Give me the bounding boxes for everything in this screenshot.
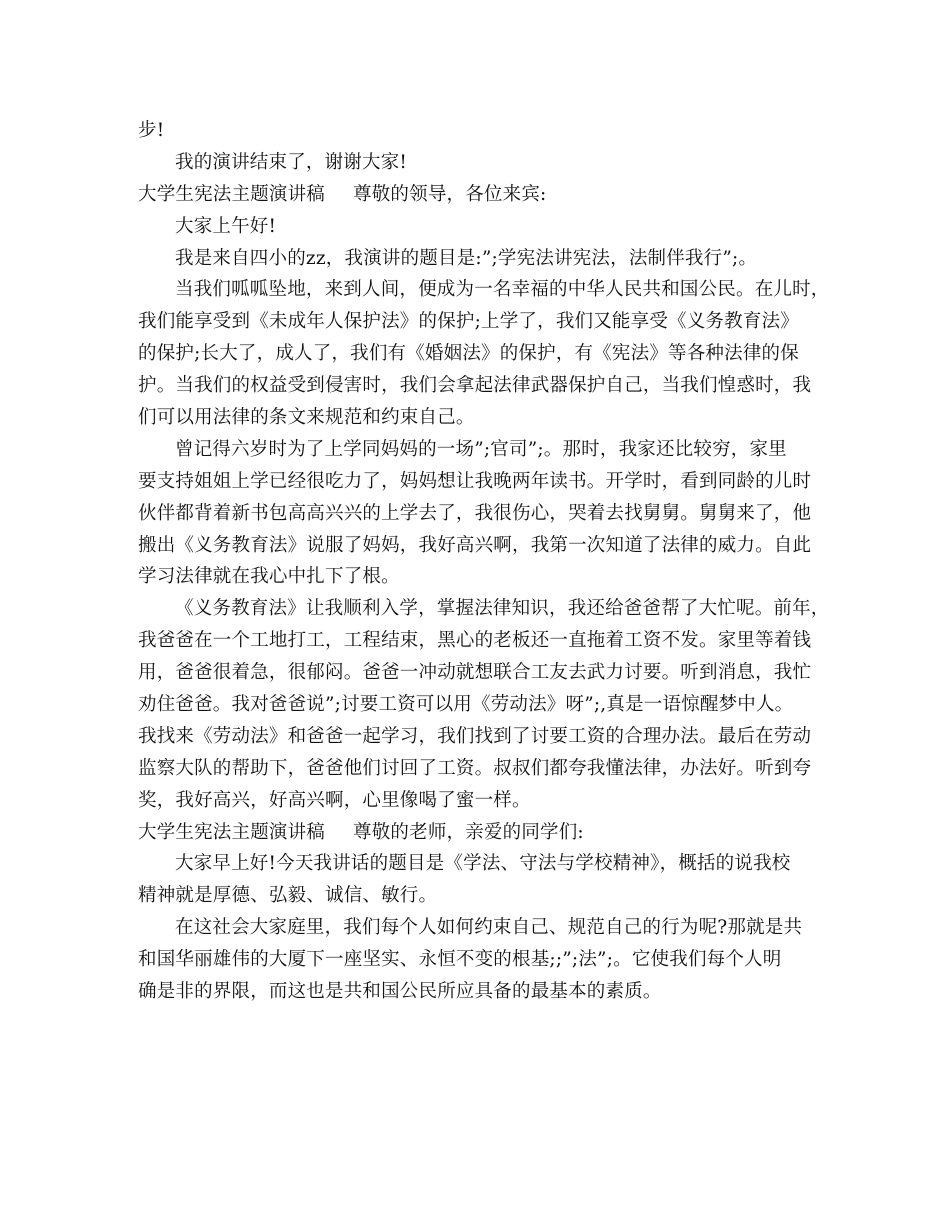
text-line: 《义务教育法》让我顺利入学，掌握法律知识，我还给爸爸帮了大忙呢。前年，	[175, 598, 830, 620]
text-line: 护。当我们的权益受到侵害时，我们会拿起法律武器保护自己，当我们惶惑时，我	[138, 375, 812, 397]
text-line: 大家上午好!	[175, 215, 277, 237]
text-line: 的保护;长大了，成人了，我们有《婚姻法》的保护，有《宪法》等各种法律的保	[138, 343, 799, 365]
text-line: 们可以用法律的条文来规范和约束自己。	[138, 407, 475, 429]
text-line: 劝住爸爸。我对爸爸说”;讨要工资可以用《劳动法》呀”;,真是一语惊醒梦中人。	[138, 694, 794, 716]
section-title: 大学生宪法主题演讲稿	[138, 183, 326, 205]
text-line: 我的演讲结束了，谢谢大家!	[175, 151, 408, 173]
text-line: 搬出《义务教育法》说服了妈妈，我好高兴啊，我第一次知道了法律的威力。自此	[138, 534, 812, 556]
text-line: 奖，我好高兴，好高兴啊，心里像喝了蜜一样。	[138, 789, 531, 811]
text-line: 曾记得六岁时为了上学同妈妈的一场”;官司”;。那时，我家还比较穷，家里	[175, 438, 787, 460]
section-heading-line	[138, 179, 818, 211]
text-line: 确是非的界限，而这也是共和国公民所应具备的最基本的素质。	[138, 981, 662, 1003]
text-line: 我是来自四小的zz，我演讲的题目是:”;学宪法讲宪法，法制伴我行”;。	[175, 247, 758, 269]
document-body	[138, 115, 830, 1008]
text-line: 大家早上好!今天我讲话的题目是《学法、守法与学校精神》，概括的说我校	[175, 853, 791, 875]
text-line: 我爸爸在一个工地打工，工程结束，黑心的老板还一直拖着工资不发。家里等着钱	[138, 630, 812, 652]
section-heading-line	[138, 817, 818, 849]
text-line: 在这社会大家庭里，我们每个人如何约束自己、规范自己的行为呢?那就是共	[175, 917, 803, 939]
section-title: 大学生宪法主题演讲稿	[138, 821, 326, 843]
text-line: 当我们呱呱坠地，来到人间，便成为一名幸福的中华人民共和国公民。在儿时，	[175, 279, 830, 301]
salutation: 尊敬的老师，亲爱的同学们:	[353, 821, 584, 843]
text-line: 和国华丽雄伟的大厦下一座坚实、永恒不变的根基;;”;法”;。它使我们每个人明	[138, 949, 782, 971]
text-line: 用，爸爸很着急，很郁闷。爸爸一冲动就想联合工友去武力讨要。听到消息，我忙	[138, 662, 812, 684]
text-line: 精神就是厚德、弘毅、诚信、敏行。	[138, 885, 438, 907]
text-line: 步!	[138, 120, 165, 141]
text-line: 学习法律就在我心中扎下了根。	[138, 566, 400, 588]
salutation: 尊敬的领导，各位来宾:	[353, 183, 547, 205]
text-line: 伙伴都背着新书包高高兴兴的上学去了，我很伤心，哭着去找舅舅。舅舅来了，他	[138, 502, 812, 524]
text-line: 我找来《劳动法》和爸爸一起学习，我们找到了讨要工资的合理办法。最后在劳动	[138, 725, 812, 747]
text-line: 要支持姐姐上学已经很吃力了，妈妈想让我晚两年读书。开学时，看到同龄的儿时	[138, 470, 812, 492]
text-line: 监察大队的帮助下，爸爸他们讨回了工资。叔叔们都夸我懂法律，办法好。听到夸	[138, 757, 812, 779]
text-line: 我们能享受到《未成年人保护法》的保护;上学了，我们又能享受《义务教育法》	[138, 311, 799, 333]
